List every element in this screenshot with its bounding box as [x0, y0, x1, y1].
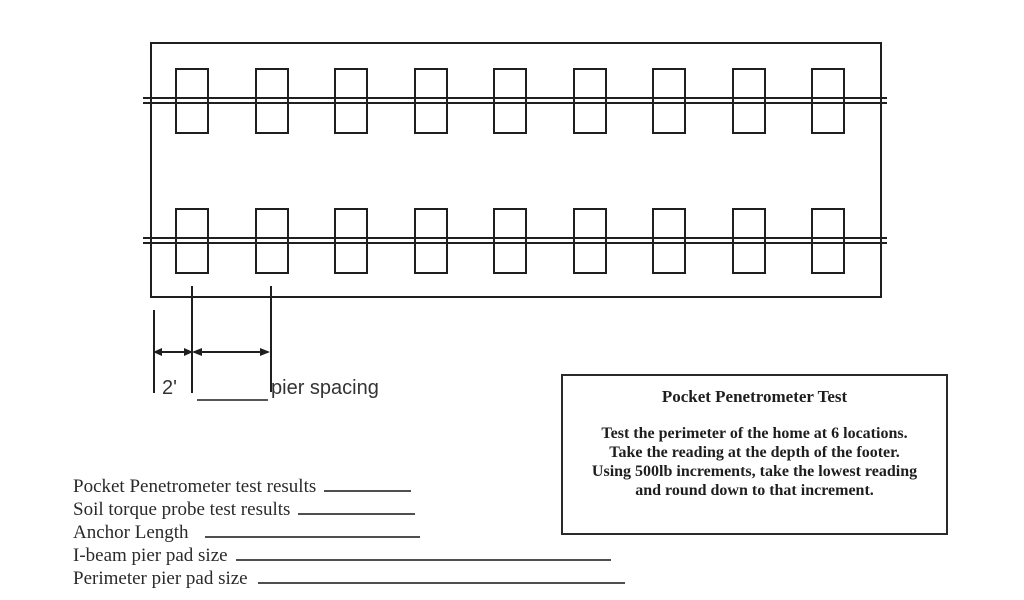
info-box-title: Pocket Penetrometer Test: [661, 387, 848, 406]
pier: [175, 68, 209, 134]
pier: [811, 68, 845, 134]
pier: [811, 208, 845, 274]
info-box-line: Take the reading at the depth of the footer.: [609, 444, 900, 461]
pier: [334, 208, 368, 274]
info-box-line: and round down to that increment.: [635, 482, 874, 499]
field-blank: [258, 579, 625, 584]
form-row: [73, 522, 420, 544]
dimension-line-pier1: [191, 286, 193, 393]
dimension-arrow-2ft-icon: [152, 345, 194, 359]
pier: [334, 68, 368, 134]
pier: [414, 208, 448, 274]
pier: [652, 208, 686, 274]
pier: [573, 68, 607, 134]
pier-spacing-blank: [197, 399, 268, 401]
pier: [573, 208, 607, 274]
form-row: [73, 568, 625, 590]
pier: [414, 68, 448, 134]
pier: [732, 208, 766, 274]
pier: [493, 68, 527, 134]
pier: [255, 68, 289, 134]
pier: [255, 208, 289, 274]
field-label: I-beam pier pad size: [73, 545, 228, 566]
form-row: [73, 545, 611, 567]
pier: [732, 68, 766, 134]
pier: [652, 68, 686, 134]
penetrometer-info-box: [561, 374, 948, 535]
field-label: Perimeter pier pad size: [73, 568, 248, 589]
dimension-arrow-spacing-icon: [191, 345, 271, 359]
pier-spacing-label: pier spacing: [271, 377, 379, 399]
field-blank: [298, 510, 415, 515]
field-label: Soil torque probe test results: [73, 499, 291, 520]
field-label: Anchor Length: [73, 522, 189, 543]
field-blank: [205, 533, 420, 538]
info-box-line: Using 500lb increments, take the lowest reading: [591, 463, 918, 480]
field-label: Pocket Penetrometer test results: [73, 476, 317, 497]
offset-dimension-label: 2': [162, 377, 177, 399]
form-row: [73, 476, 411, 498]
field-blank: [324, 487, 411, 492]
info-box-line: Test the perimeter of the home at 6 locations.: [601, 425, 908, 442]
info-box-body: [563, 424, 946, 500]
form-row: [73, 499, 415, 521]
pier: [493, 208, 527, 274]
pier: [175, 208, 209, 274]
field-blank: [236, 556, 611, 561]
